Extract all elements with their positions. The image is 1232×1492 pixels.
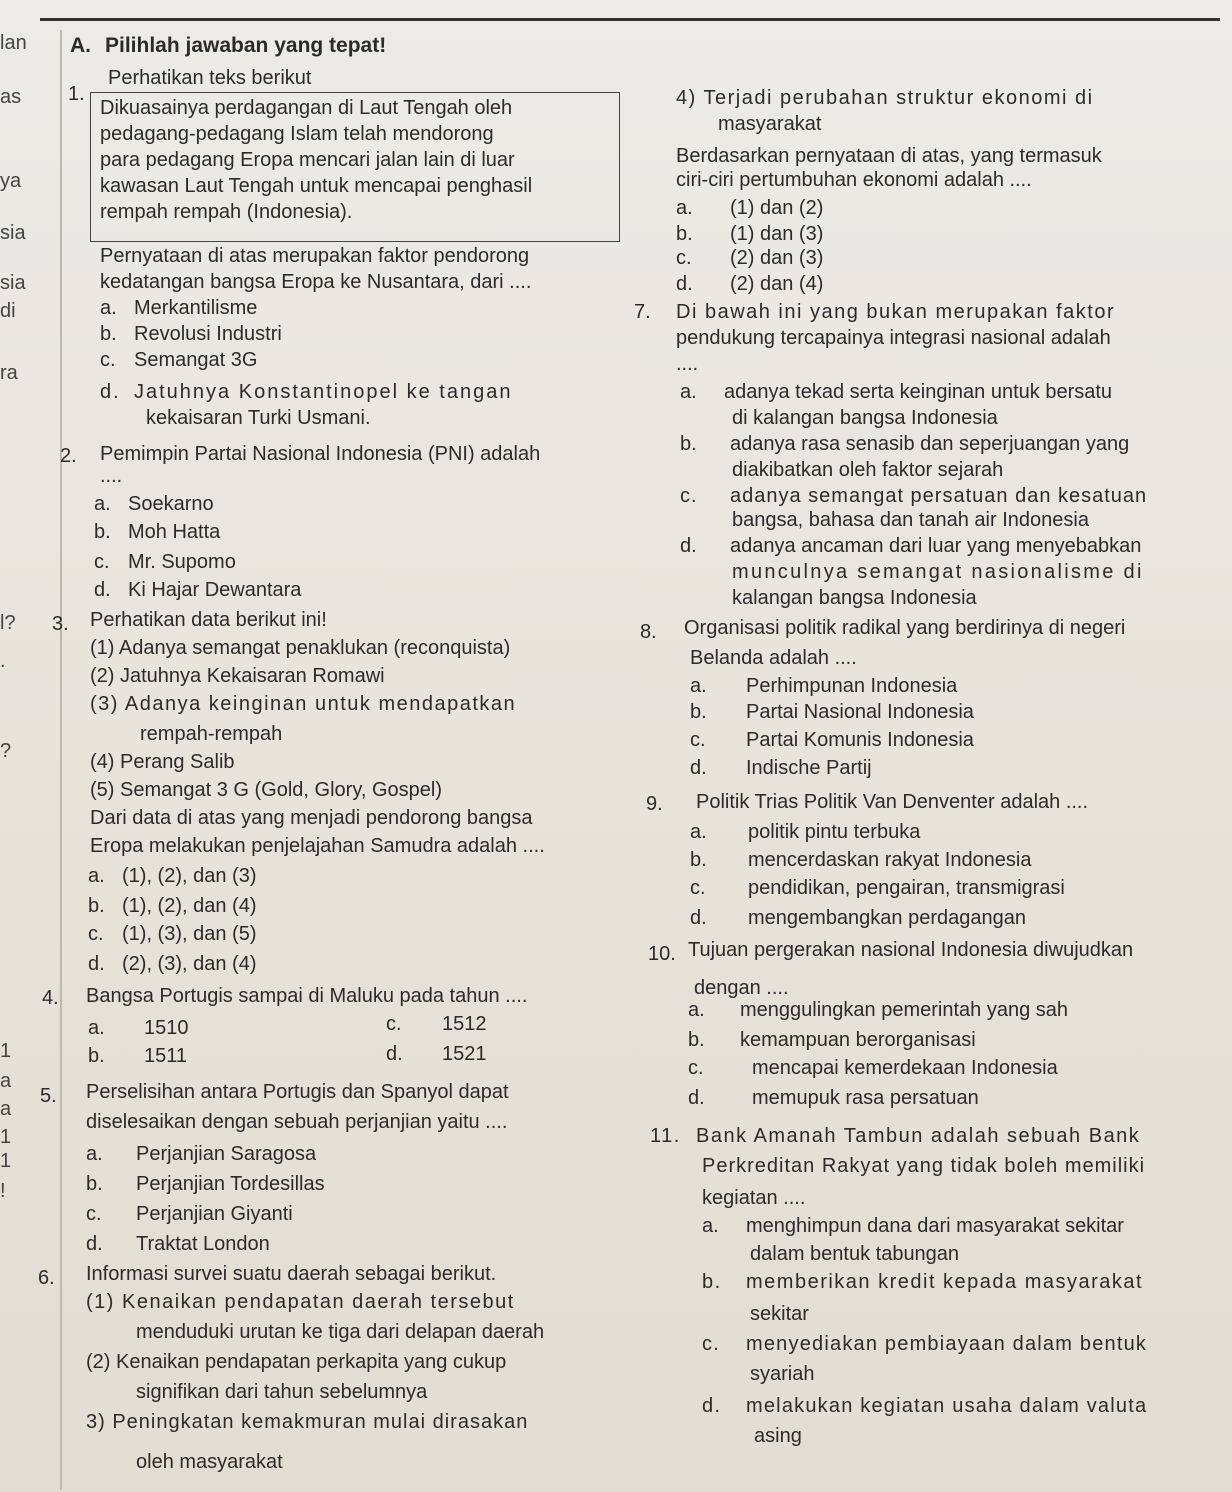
q11-option-a-cont: dalam bentuk tabungan xyxy=(750,1243,960,1265)
q1-option-a: a. Merkantilisme xyxy=(100,297,258,319)
section-title: Pilihlah jawaban yang tepat! xyxy=(105,34,387,57)
q7-option-c-cont: bangsa, bahasa dan tanah air Indonesia xyxy=(732,509,1089,531)
margin-fragment: 1 xyxy=(0,1126,12,1148)
q3-intro: Perhatikan data berikut ini! xyxy=(90,609,327,631)
margin-fragment: ra xyxy=(0,362,18,384)
q1-option-b: b. Revolusi Industri xyxy=(100,323,282,345)
q3-item: (1) Adanya semangat penaklukan (reconquista) xyxy=(90,637,511,659)
q2-stem-cont: .... xyxy=(100,465,123,487)
q4-option-b: b. 1511 xyxy=(88,1045,188,1067)
q3-item: (4) Perang Salib xyxy=(90,751,235,773)
margin-fragment: 1 xyxy=(0,1150,12,1172)
q1-box-line: pedagang-pedagang Islam telah mendorong xyxy=(100,123,494,145)
margin-fragment: ! xyxy=(0,1180,6,1202)
q6-option-c: c. (2) dan (3) xyxy=(676,247,824,269)
q6-option-d: d. (2) dan (4) xyxy=(676,273,824,295)
margin-fragment: ya xyxy=(0,170,22,192)
q9-stem: Politik Trias Politik Van Denventer adalah .... xyxy=(696,791,1089,813)
left-margin-rule xyxy=(60,30,62,1490)
q11-option-b-cont: sekitar xyxy=(750,1303,809,1325)
q4-option-a: a. 1510 xyxy=(88,1017,189,1039)
q7-stem: Di bawah ini yang bukan merupakan faktor xyxy=(676,301,1116,323)
q11-stem: kegiatan .... xyxy=(702,1187,806,1209)
q11-option-d-cont: asing xyxy=(754,1425,802,1447)
q10-option-a: a. menggulingkan pemerintah yang sah xyxy=(688,999,1068,1021)
q6-number: 6. xyxy=(38,1267,55,1289)
q10-stem: dengan .... xyxy=(694,977,789,999)
q3-number: 3. xyxy=(52,613,69,635)
q2-option-c: c. Mr. Supomo xyxy=(94,551,236,573)
q3-option-c: c. (1), (3), dan (5) xyxy=(88,923,257,945)
q1-number: 1. xyxy=(68,83,85,105)
q6-item: signifikan dari tahun sebelumnya xyxy=(136,1381,428,1403)
q8-stem: Organisasi politik radikal yang berdirinya di negeri xyxy=(684,617,1126,639)
margin-fragment: l? xyxy=(0,612,16,634)
q2-stem: Pemimpin Partai Nasional Indonesia (PNI) adalah xyxy=(100,443,541,465)
q1-option-d: d. Jatuhnya Konstantinopel ke tangan xyxy=(100,381,513,403)
q11-option-c-cont: syariah xyxy=(750,1363,815,1385)
q7-option-c: c. adanya semangat persatuan dan kesatuan xyxy=(680,485,1148,507)
q11-stem: Bank Amanah Tambun adalah sebuah Bank xyxy=(696,1125,1141,1147)
q4-option-c: c. 1512 xyxy=(386,1013,487,1035)
q9-option-c: c. pendidikan, pengairan, transmigrasi xyxy=(690,877,1065,899)
q6-option-a: a. (1) dan (2) xyxy=(676,197,824,219)
q6-item: (1) Kenaikan pendapatan daerah tersebut xyxy=(86,1291,515,1313)
q6-item: 3) Peningkatan kemakmuran mulai dirasakan xyxy=(86,1411,529,1433)
q1-stem: kedatangan bangsa Eropa ke Nusantara, dari .... xyxy=(100,271,532,293)
q7-stem: .... xyxy=(676,353,699,375)
q7-option-b: b. adanya rasa senasib dan seperjuangan yang xyxy=(680,433,1130,455)
q6-item: 4) Terjadi perubahan struktur ekonomi di xyxy=(676,87,1094,109)
q5-stem: diselesaikan dengan sebuah perjanjian yaitu .... xyxy=(86,1111,508,1133)
q1-stem: Pernyataan di atas merupakan faktor pendorong xyxy=(100,245,530,267)
q10-stem: Tujuan pergerakan nasional Indonesia diwujudkan xyxy=(688,939,1134,961)
q6-option-b: b. (1) dan (3) xyxy=(676,223,824,245)
margin-fragment: a xyxy=(0,1070,12,1092)
q8-option-d: d. Indische Partij xyxy=(690,757,872,779)
q7-stem: pendukung tercapainya integrasi nasional adalah xyxy=(676,327,1111,349)
q8-option-c: c. Partai Komunis Indonesia xyxy=(690,729,974,751)
q7-number: 7. xyxy=(634,301,651,323)
q6-item: menduduki urutan ke tiga dari delapan daerah xyxy=(136,1321,545,1343)
q3-option-a: a. (1), (2), dan (3) xyxy=(88,865,257,887)
q5-option-c: c. Perjanjian Giyanti xyxy=(86,1203,293,1225)
q4-option-d: d. 1521 xyxy=(386,1043,487,1065)
q6-item: oleh masyarakat xyxy=(136,1451,283,1473)
q3-stem: Eropa melakukan penjelajahan Samudra adalah .... xyxy=(90,835,545,857)
q3-option-d: d. (2), (3), dan (4) xyxy=(88,953,257,975)
q10-option-d: d. memupuk rasa persatuan xyxy=(688,1087,979,1109)
margin-fragment: lan xyxy=(0,32,27,54)
section-header xyxy=(70,34,386,58)
q6-stem2: Berdasarkan pernyataan di atas, yang termasuk xyxy=(676,145,1102,167)
q1-intro: Perhatikan teks berikut xyxy=(108,67,312,89)
margin-fragment: as xyxy=(0,86,22,108)
q9-option-d: d. mengembangkan perdagangan xyxy=(690,907,1026,929)
margin-fragment: sia xyxy=(0,222,26,244)
q3-item: rempah-rempah xyxy=(140,723,283,745)
q11-option-d: d. melakukan kegiatan usaha dalam valuta xyxy=(702,1395,1148,1417)
q9-option-b: b. mencerdaskan rakyat Indonesia xyxy=(690,849,1032,871)
q7-option-a: a. adanya tekad serta keinginan untuk bersatu xyxy=(680,381,1113,403)
q7-option-d-cont: kalangan bangsa Indonesia xyxy=(732,587,977,609)
q10-number: 10. xyxy=(648,943,676,965)
q7-option-d: d. adanya ancaman dari luar yang menyebabkan xyxy=(680,535,1142,557)
q6-item: (2) Kenaikan pendapatan perkapita yang cukup xyxy=(86,1351,507,1373)
margin-fragment: sia xyxy=(0,272,26,294)
q8-number: 8. xyxy=(640,621,657,643)
q1-option-d-cont: kekaisaran Turki Usmani. xyxy=(146,407,371,429)
q1-box-line: para pedagang Eropa mencari jalan lain di luar xyxy=(100,149,515,171)
margin-fragment: di xyxy=(0,300,16,322)
q11-number: 11. xyxy=(650,1125,681,1147)
q4-number: 4. xyxy=(42,987,59,1009)
q5-stem: Perselisihan antara Portugis dan Spanyol dapat xyxy=(86,1081,509,1103)
q11-option-a: a. menghimpun dana dari masyarakat sekitar xyxy=(702,1215,1124,1237)
q1-box-line: Dikuasainya perdagangan di Laut Tengah oleh xyxy=(100,97,513,119)
q1-option-c: c. Semangat 3G xyxy=(100,349,258,371)
q1-box-line: kawasan Laut Tengah untuk mencapai penghasil xyxy=(100,175,533,197)
q8-option-b: b. Partai Nasional Indonesia xyxy=(690,701,974,723)
q8-option-a: a. Perhimpunan Indonesia xyxy=(690,675,958,697)
margin-fragment: ? xyxy=(0,740,12,762)
q3-stem: Dari data di atas yang menjadi pendorong bangsa xyxy=(90,807,533,829)
q2-number: 2. xyxy=(60,445,77,467)
q11-option-b: b. memberikan kredit kepada masyarakat xyxy=(702,1271,1144,1293)
q5-option-a: a. Perjanjian Saragosa xyxy=(86,1143,317,1165)
section-letter: A. xyxy=(70,34,91,57)
top-rule xyxy=(40,18,1220,21)
q2-option-a: a. Soekarno xyxy=(94,493,214,515)
q7-option-b-cont: diakibatkan oleh faktor sejarah xyxy=(732,459,1004,481)
q4-stem: Bangsa Portugis sampai di Maluku pada tahun .... xyxy=(86,985,528,1007)
margin-fragment: 1 xyxy=(0,1040,12,1062)
q9-number: 9. xyxy=(646,793,663,815)
margin-fragment: . xyxy=(0,650,6,672)
q3-item: (2) Jatuhnya Kekaisaran Romawi xyxy=(90,665,385,687)
q10-option-c: c. mencapai kemerdekaan Indonesia xyxy=(688,1057,1058,1079)
q1-box-line: rempah rempah (Indonesia). xyxy=(100,201,353,223)
q3-item: (3) Adanya keinginan untuk mendapatkan xyxy=(90,693,517,715)
q11-stem: Perkreditan Rakyat yang tidak boleh memiliki xyxy=(702,1155,1146,1177)
q5-option-d: d. Traktat London xyxy=(86,1233,270,1255)
q10-option-b: b. kemampuan berorganisasi xyxy=(688,1029,976,1051)
q5-option-b: b. Perjanjian Tordesillas xyxy=(86,1173,325,1195)
q6-item: masyarakat xyxy=(718,113,822,135)
q8-stem: Belanda adalah .... xyxy=(690,647,857,669)
q3-item: (5) Semangat 3 G (Gold, Glory, Gospel) xyxy=(90,779,442,801)
q3-option-b: b. (1), (2), dan (4) xyxy=(88,895,257,917)
q2-option-b: b. Moh Hatta xyxy=(94,521,221,543)
margin-fragment: a xyxy=(0,1098,12,1120)
q6-stem: Informasi survei suatu daerah sebagai berikut. xyxy=(86,1263,497,1285)
q7-option-d-cont: munculnya semangat nasionalisme di xyxy=(732,561,1144,583)
q2-option-d: d. Ki Hajar Dewantara xyxy=(94,579,302,601)
q7-option-a-cont: di kalangan bangsa Indonesia xyxy=(732,407,998,429)
q11-option-c: c. menyediakan pembiayaan dalam bentuk xyxy=(702,1333,1148,1355)
q6-stem2: ciri-ciri pertumbuhan ekonomi adalah .... xyxy=(676,169,1032,191)
q5-number: 5. xyxy=(40,1085,57,1107)
q9-option-a: a. politik pintu terbuka xyxy=(690,821,921,843)
